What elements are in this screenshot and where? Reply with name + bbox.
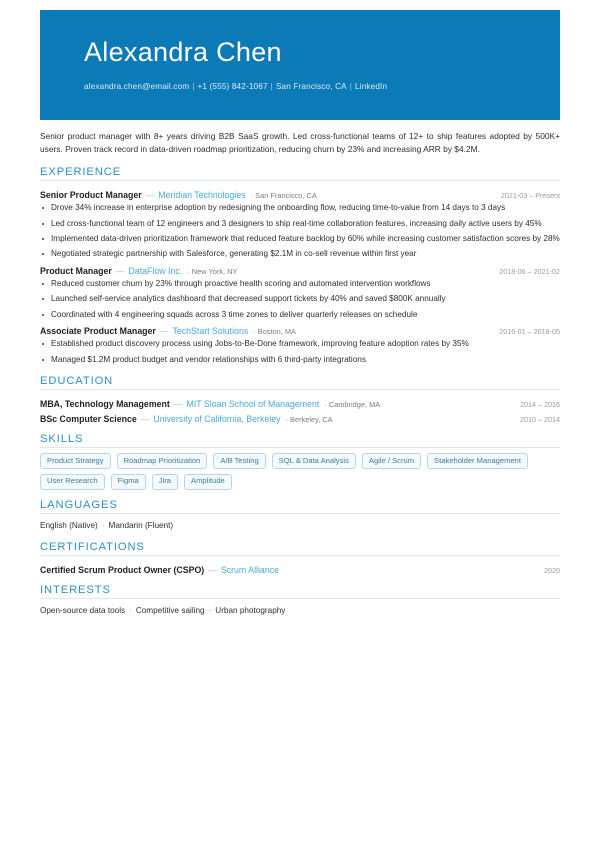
section-languages [40, 499, 560, 532]
education-entry [40, 414, 560, 424]
professional-summary: Senior product manager with 8+ years driving B2B SaaS growth. Led cross-functional teams of 12+ to ship features adopted by 500K+ users. Proven track record in data-driven roadmap prioritization, reducing churn by 23% and increasing ARR by $4.2M. [40, 131, 560, 155]
certification-entry [40, 565, 560, 575]
school-name: University of California, Berkeley [153, 414, 281, 425]
languages-list [40, 514, 560, 532]
title-org-dash: — [145, 190, 155, 201]
contact-line [84, 82, 560, 91]
contact-separator: | [270, 81, 273, 91]
certification-date: 2020 [544, 565, 560, 575]
list-separator: · [208, 605, 212, 615]
interest-item: Open-source data tools [40, 605, 126, 615]
title-org-dash: — [115, 265, 125, 276]
section-title-certifications: CERTIFICATIONS [40, 541, 560, 556]
skill-pill[interactable]: User Research [40, 474, 105, 490]
title-org-dash: — [173, 399, 183, 410]
interest-item: Competitive sailing [135, 605, 205, 615]
degree-title: MBA, Technology Management [40, 399, 170, 410]
interests-list [40, 599, 560, 617]
job-dates: 2018-06 – 2021-02 [499, 266, 560, 276]
certification-entries [40, 556, 560, 575]
section-interests [40, 584, 560, 617]
entry-header [40, 565, 560, 575]
language-item: English (Native) [40, 520, 98, 530]
contact-location: San Francisco, CA [275, 81, 347, 91]
entry-header [40, 399, 560, 409]
skill-pill[interactable]: Product Strategy [40, 453, 111, 469]
education-entry [40, 399, 560, 409]
contact-linkedin-link[interactable]: LinkedIn [355, 81, 388, 91]
skill-pill[interactable]: Roadmap Prioritization [117, 453, 208, 469]
list-separator: · [101, 520, 105, 530]
experience-entry [40, 266, 560, 321]
bullet-item: Launched self-service analytics dashboard that decreased support tickets by 40% and saved $800K annually [40, 293, 560, 305]
bullet-item: Led cross-functional team of 12 engineers and 3 designers to ship real-time collaboration features, increasing daily active users by 45% [40, 218, 560, 230]
title-org-dash: — [159, 326, 169, 337]
school-location: · Cambridge, MA [319, 400, 380, 409]
job-title: Product Manager [40, 265, 112, 276]
company-name: TechStart Solutions [172, 326, 249, 337]
job-title: Senior Product Manager [40, 190, 142, 201]
title-org-dash: — [140, 414, 150, 425]
section-education [40, 375, 560, 424]
job-bullets [40, 278, 560, 321]
interest-item: Urban photography [215, 605, 286, 615]
header-banner [40, 10, 560, 120]
section-title-education: EDUCATION [40, 375, 560, 390]
school-location: · Berkeley, CA [281, 415, 333, 424]
job-location: · San Francisco, CA [246, 191, 317, 200]
job-dates: 2016-01 – 2018-05 [499, 327, 560, 337]
contact-email[interactable]: alexandra.chen@email.com [84, 81, 190, 91]
bullet-item: Coordinated with 4 engineering squads across 3 time zones to deliver quarterly releases on schedule [40, 309, 560, 321]
section-skills [40, 433, 560, 489]
company-name: Meridian Technologies [158, 190, 246, 201]
entry-header [40, 326, 560, 336]
bullet-item: Managed $1.2M product budget and vendor relationships with 6 third-party integrations [40, 354, 560, 366]
degree-title: BSc Computer Science [40, 414, 137, 425]
skills-pill-list [40, 448, 560, 489]
skill-pill[interactable]: SQL & Data Analysis [272, 453, 356, 469]
bullet-item: Established product discovery process using Jobs-to-Be-Done framework, improving feature adoption rates by 35% [40, 338, 560, 350]
entry-header [40, 190, 560, 200]
job-location: · Boston, MA [248, 327, 296, 336]
contact-separator: | [192, 81, 195, 91]
skill-pill[interactable]: Amplitude [184, 474, 232, 490]
experience-entry [40, 190, 560, 261]
section-title-languages: LANGUAGES [40, 499, 560, 514]
bullet-item: Implemented data-driven prioritization framework that reduced feature backlog by 60% while increasing customer satisfaction scores by 28% [40, 233, 560, 245]
resume-body [40, 130, 560, 617]
entry-header [40, 414, 560, 424]
skill-pill[interactable]: Agile / Scrum [362, 453, 421, 469]
skill-pill[interactable]: Stakeholder Management [427, 453, 528, 469]
bullet-item: Negotiated strategic partnership with Salesforce, generating $2.1M in co-sell revenue within first year [40, 248, 560, 260]
job-dates: 2021-03 – Present [500, 191, 560, 201]
job-bullets [40, 338, 560, 366]
certification-name: Certified Scrum Product Owner (CSPO) [40, 564, 205, 575]
bullet-item: Drove 34% increase in enterprise adoption by redesigning the onboarding flow, reducing time-to-value from 14 days to 3 days [40, 202, 560, 214]
section-certifications [40, 541, 560, 575]
skill-pill[interactable]: Figma [111, 474, 146, 490]
contact-phone[interactable]: +1 (555) 842-1067 [197, 81, 268, 91]
bullet-item: Reduced customer churn by 23% through proactive health scoring and automated intervention workflows [40, 278, 560, 290]
school-name: MIT Sloan School of Management [186, 399, 320, 410]
experience-entry [40, 326, 560, 366]
contact-separator: | [349, 81, 353, 91]
section-title-experience: EXPERIENCE [40, 166, 560, 181]
skill-pill[interactable]: Jira [152, 474, 178, 490]
entry-header [40, 266, 560, 276]
education-dates: 2014 – 2016 [520, 400, 560, 410]
company-name: DataFlow Inc. [128, 265, 183, 276]
section-title-interests: INTERESTS [40, 584, 560, 599]
job-bullets [40, 202, 560, 261]
job-title: Associate Product Manager [40, 326, 156, 337]
skill-pill[interactable]: A/B Testing [213, 453, 265, 469]
job-location: · New York, NY [182, 267, 237, 276]
experience-entries [40, 181, 560, 366]
list-separator: · [129, 605, 132, 615]
candidate-name: Alexandra Chen [84, 37, 282, 67]
education-dates: 2010 – 2014 [520, 415, 560, 425]
title-org-dash: — [208, 564, 217, 575]
section-title-skills: SKILLS [40, 433, 560, 448]
education-entries [40, 390, 560, 424]
section-experience [40, 166, 560, 366]
issuer-name: Scrum Alliance [220, 564, 280, 575]
language-item: Mandarin (Fluent) [108, 520, 174, 530]
